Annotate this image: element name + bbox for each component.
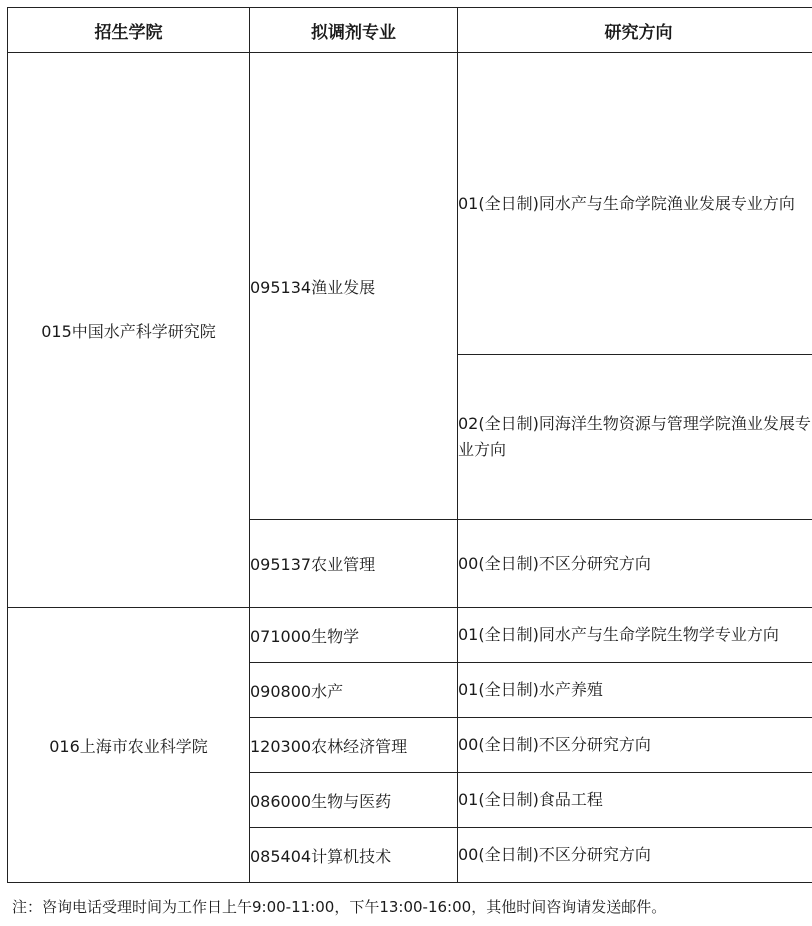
header-row bbox=[8, 8, 812, 53]
major-cell: 071000生物学 bbox=[250, 608, 458, 663]
direction-cell: 02(全日制)同海洋生物资源与管理学院渔业发展专业方向 bbox=[458, 355, 812, 520]
header-college: 招生学院 bbox=[8, 8, 250, 53]
direction-cell: 01(全日制)同水产与生命学院渔业发展专业方向 bbox=[458, 53, 812, 355]
direction-cell: 01(全日制)食品工程 bbox=[458, 773, 812, 828]
table-row bbox=[8, 608, 812, 663]
direction-cell: 00(全日制)不区分研究方向 bbox=[458, 718, 812, 773]
direction-cell: 00(全日制)不区分研究方向 bbox=[458, 520, 812, 608]
major-cell: 095134渔业发展 bbox=[250, 53, 458, 520]
major-cell: 085404计算机技术 bbox=[250, 828, 458, 883]
table-row bbox=[8, 53, 812, 355]
direction-cell: 01(全日制)同水产与生命学院生物学专业方向 bbox=[458, 608, 812, 663]
major-cell: 090800水产 bbox=[250, 663, 458, 718]
header-direction: 研究方向 bbox=[458, 8, 812, 53]
college-cell: 015中国水产科学研究院 bbox=[8, 53, 250, 608]
header-major: 拟调剂专业 bbox=[250, 8, 458, 53]
major-cell: 086000生物与医药 bbox=[250, 773, 458, 828]
footnote: 注：咨询电话受理时间为工作日上午9:00-11:00，下午13:00-16:00，其他时间咨询请发送邮件。 bbox=[12, 898, 667, 916]
direction-cell: 01(全日制)水产养殖 bbox=[458, 663, 812, 718]
direction-cell: 00(全日制)不区分研究方向 bbox=[458, 828, 812, 883]
major-cell: 120300农林经济管理 bbox=[250, 718, 458, 773]
major-cell: 095137农业管理 bbox=[250, 520, 458, 608]
adjustment-table bbox=[7, 7, 812, 883]
college-cell: 016上海市农业科学院 bbox=[8, 608, 250, 883]
